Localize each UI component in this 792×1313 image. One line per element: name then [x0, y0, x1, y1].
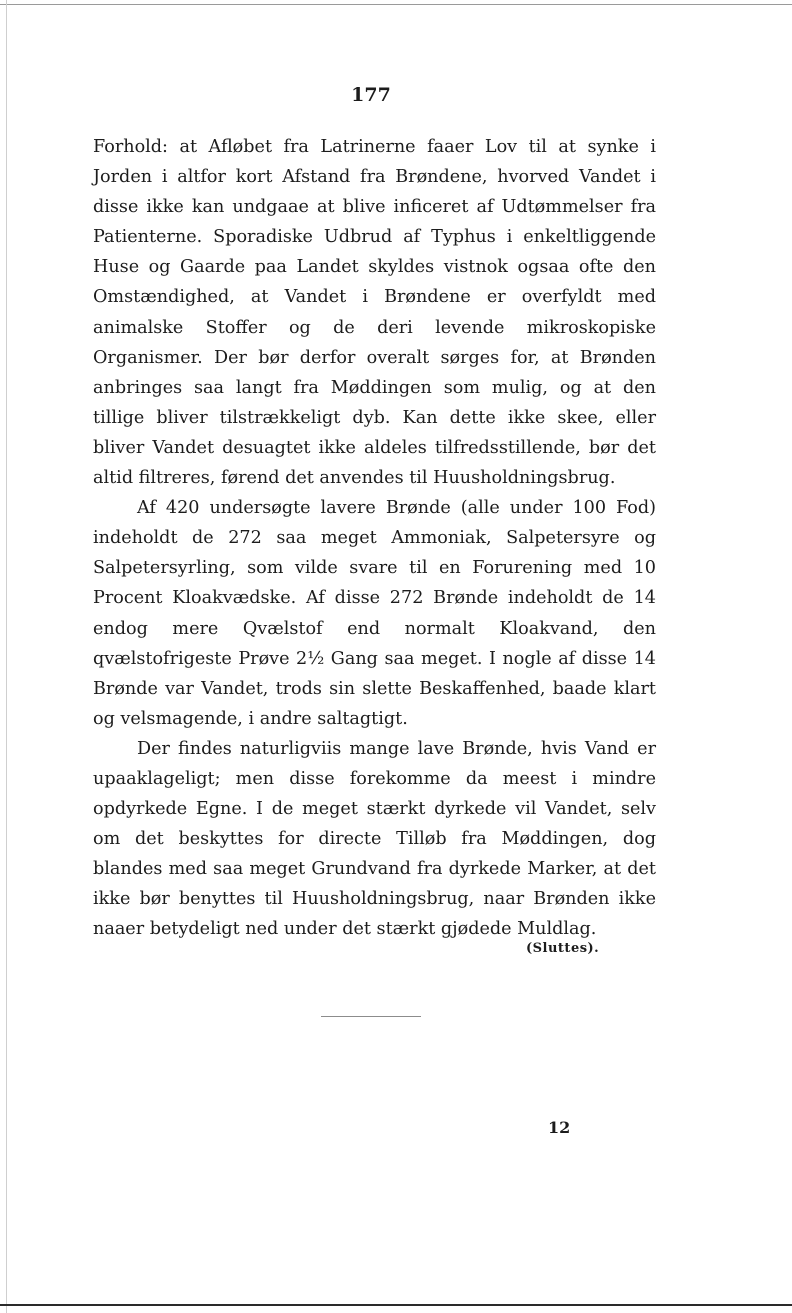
- paragraph-3: Der findes naturligviis mange lave Brønde, hvis Vand er upaaklageligt; men disse forekomme da meest i mindre opdyrkede Egne. I de meget stærkt dyrkede vil Vandet, selv om det beskyttes for directe Tilløb fra Møddingen, dog blandes med saa meget Grundvand fra dyrkede Marker, at det ikke bør benyttes til Huusholdningsbrug, naar Brønden ikke naaer betydeligt ned under det stærkt gjødede Muldlag.: [93, 738, 656, 940]
- left-border-rule: [6, 0, 7, 1313]
- page-number: 177: [351, 84, 391, 106]
- top-border-rule: [0, 4, 792, 5]
- body-text: [93, 132, 656, 945]
- paragraph-1: Forhold: at Afløbet fra Latrinerne faaer Lov til at synke i Jorden i altfor kort Afstand fra Brøndene, hvorved Vandet i disse ikke kan undgaae at blive inficeret af Udtømmelser fra Patienterne. Sporadiske Udbrud af Typhus i enkeltliggende Huse og Gaarde paa Landet skyldes vistnok ogsaa ofte den Omstændighed, at Vandet i Brøndene er overfyldt med animalske Stoffer og de deri levende mikroskopiske Organismer. Der bør derfor overalt sørges for, at Brønden anbringes saa langt fra Møddingen som mulig, og at den tillige bliver tilstrækkeligt dyb. Kan dette ikke skee, eller bliver Vandet desuagtet ikke aldeles tilfredsstillende, bør det altid filtreres, førend det anvendes til Huusholdningsbrug.: [93, 137, 656, 489]
- separator-line: [321, 1016, 421, 1017]
- signature-mark: 12: [548, 1118, 571, 1137]
- paragraph-2: Af 420 undersøgte lavere Brønde (alle under 100 Fod) indeholdt de 272 saa meget Ammoniak, Salpetersyre og Salpetersyrling, som vilde svare til en Forurening med 10 Procent Kloakvædske. Af disse 272 Brønde indeholdt de 14 endog mere Qvælstof end normalt Kloakvand, den qvælstofrigeste Prøve 2½ Gang saa meget. I nogle af disse 14 Brønde var Vandet, trods sin slette Beskaffenhed, baade klart og velsmagende, i andre saltagtigt.: [93, 498, 656, 729]
- bottom-border-rule: [0, 1304, 792, 1306]
- continuation-note: (Sluttes).: [526, 941, 600, 956]
